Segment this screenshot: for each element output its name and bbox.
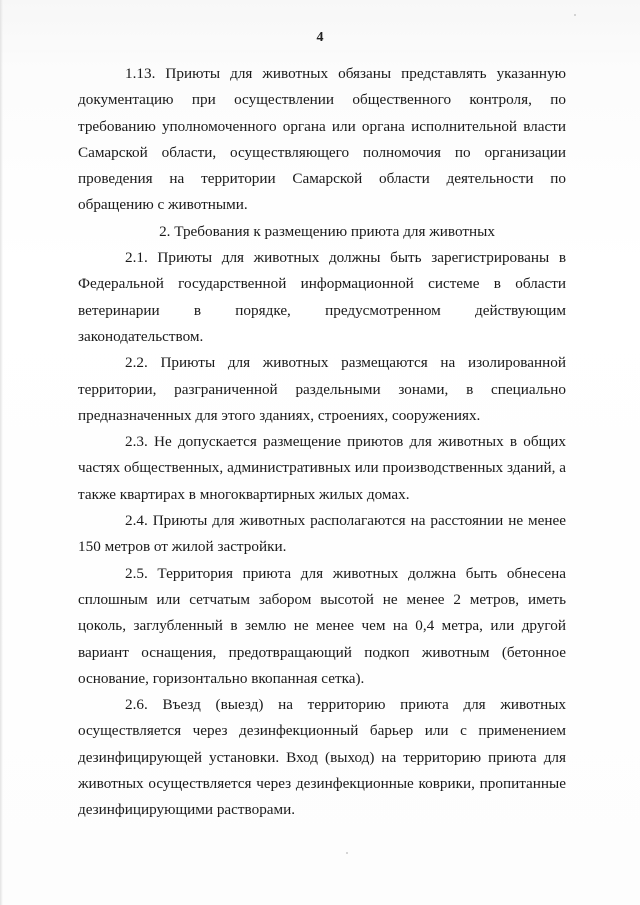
paragraph-1-13: 1.13. Приюты для животных обязаны представлять указанную документацию при осуществлении общественного контроля, по требованию уполномоченного органа или органа исполнительной власти Самарской области, осуществляющего полномочия по организации проведения на территории Самарской области деятельности по обращению с животными. — [78, 65, 566, 214]
paragraph-2-1: 2.1. Приюты для животных должны быть зарегистрированы в Федеральной государственной информационной системе в области ветеринарии в порядке, предусмотренном действующим законодательством. — [78, 249, 566, 345]
paragraph-2-5: 2.5. Территория приюта для животных должна быть обнесена сплошным или сетчатым забором высотой не менее 2 метров, иметь цоколь, заглубленный в землю не менее чем на 0,4 метра, или другой вариант оснащения, предотвращающий подкоп животным (бетонное основание, горизонтально вкопанная сетка). — [78, 564, 566, 687]
paragraph-2-6: 2.6. Въезд (выезд) на территорию приюта для животных осуществляется через дезинфекционный барьер или с применением дезинфицирующей установки. Вход (выход) на территорию приюта для животных осуществляется через дезинфекционные коврики, пропитанные дезинфицирующими растворами. — [78, 696, 566, 819]
scan-speck — [574, 14, 576, 16]
scan-speck — [346, 852, 348, 854]
scan-edge — [0, 0, 3, 905]
page-number: 4 — [316, 30, 324, 45]
paragraph-2-2: 2.2. Приюты для животных размещаются на изолированной территории, разграниченной раздельными зонами, в специально предназначенных для этого зданиях, строениях, сооружениях. — [78, 354, 566, 424]
paragraph-2-3: 2.3. Не допускается размещение приютов для животных в общих частях общественных, административных или производственных зданий, а также квартирах в многоквартирных жилых домах. — [78, 433, 566, 503]
section-2-heading: 2. Требования к размещению приюта для животных — [159, 222, 495, 240]
paragraph-2-4: 2.4. Приюты для животных располагаются на расстоянии не менее 150 метров от жилой застройки. — [78, 512, 566, 556]
document-body — [78, 61, 566, 824]
